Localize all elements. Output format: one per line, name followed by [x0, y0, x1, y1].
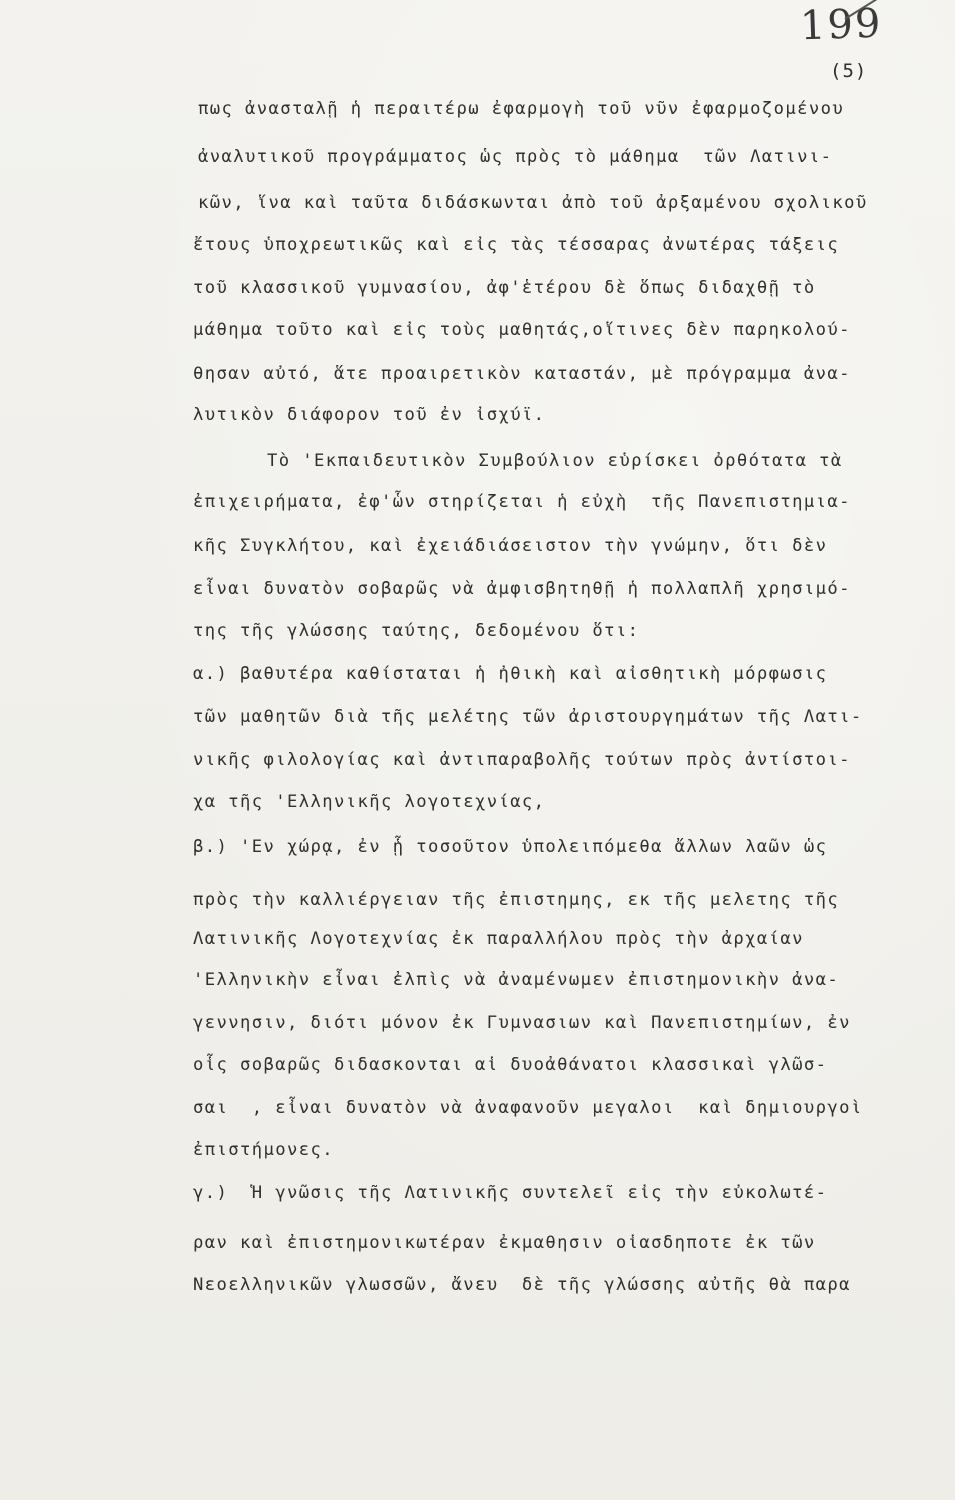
text-line: τῶν μαθητῶν διὰ τῆς μελέτης τῶν ἀριστουργημάτων τῆς Λατι- — [193, 707, 863, 727]
list-item-c: γ.) Ἡ γνῶσις τῆς Λατινικῆς συντελεῖ εἰς τὴν εὐκολωτέ- — [193, 1183, 828, 1203]
text-line: χα τῆς 'Ελληνικῆς λογοτεχνίας, — [193, 792, 546, 812]
archive-number: 199 — [799, 0, 884, 50]
text-line: θησαν αὐτό, ἅτε προαιρετικὸν καταστάν, μὲ πρόγραμμα ἀνα- — [193, 364, 851, 384]
text-line: πως ἀνασταλῇ ἡ περαιτέρω ἐφαρμογὴ τοῦ νῦν ἐφαρμοζομένου — [198, 99, 845, 119]
paragraph-start-line: Τὸ 'Εκπαιδευτικὸν Συμβούλιον εὑρίσκει ὀρθότατα τὰ — [267, 451, 843, 471]
text-line: οἷς σοβαρῶς διδασκονται αἱ δυοἀθάνατοι κλασσικαὶ γλῶσ- — [193, 1055, 828, 1075]
text-line: μάθημα τοῦτο καὶ εἰς τοὺς μαθητάς,οἵτινες δὲν παρηκολού- — [193, 320, 851, 340]
text-line: λυτικὸν διάφορον τοῦ ἐν ἰσχύϊ. — [193, 405, 546, 425]
page-number: (5) — [830, 60, 868, 82]
list-item-b: β.) 'Εν χώρᾳ, ἐν ᾗ τοσοῦτον ὑπολειπόμεθα ἄλλων λαῶν ὡς — [193, 837, 828, 857]
text-line: ἐπιχειρήματα, ἐφ'ὧν στηρίζεται ἡ εὐχὴ τῆς Πανεπιστημια- — [193, 492, 851, 512]
list-item-a: α.) βαθυτέρα καθίσταται ἡ ἠθικὴ καὶ αἰσθητικὴ μόρφωσις — [193, 664, 828, 684]
text-line: εἶναι δυνατὸν σοβαρῶς νὰ ἀμφισβητηθῇ ἡ πολλαπλῆ χρησιμό- — [193, 579, 851, 599]
text-line: Νεοελληνικῶν γλωσσῶν, ἄνευ δὲ τῆς γλώσσης αὐτῆς θὰ παρα — [193, 1275, 851, 1295]
text-line: πρὸς τὴν καλλιέργειαν τῆς ἐπιστημης, εκ τῆς μελετης τῆς — [193, 890, 840, 910]
text-line: κῶν, ἵνα καὶ ταῦτα διδάσκωνται ἀπὸ τοῦ ἀρξαμένου σχολικοῦ — [198, 193, 868, 213]
text-line: της τῆς γλώσσης ταύτης, δεδομένου ὅτι: — [193, 621, 640, 641]
text-line: Λατινικῆς Λογοτεχνίας ἐκ παραλλήλου πρὸς τὴν ἀρχαίαν — [193, 929, 804, 949]
text-line: ἐπιστήμονες. — [193, 1140, 334, 1160]
text-line: ἔτους ὑποχρεωτικῶς καὶ εἰς τὰς τέσσαρας ἀνωτέρας τάξεις — [193, 235, 840, 255]
text-line: 'Ελληνικὴν εἶναι ἐλπὶς νὰ ἀναμένωμεν ἐπιστημονικὴν ἀνα- — [193, 970, 840, 990]
text-line: γεννησιν, διότι μόνον ἐκ Γυμνασιων καὶ Πανεπιστημίων, ἐν — [193, 1013, 851, 1033]
text-line: σαι , εἶναι δυνατὸν νὰ ἀναφανοῦν μεγαλοι καὶ δημιουργοὶ — [193, 1098, 863, 1118]
text-line: ραν καὶ ἐπιστημονικωτέραν ἐκμαθησιν οἱασδηποτε ἐκ τῶν — [193, 1233, 816, 1253]
text-line: νικῆς φιλολογίας καὶ ἀντιπαραβολῆς τούτων πρὸς ἀντίστοι- — [193, 750, 851, 770]
text-line: ἀναλυτικοῦ προγράμματος ὡς πρὸς τὸ μάθημα τῶν Λατινι- — [198, 147, 833, 167]
text-line: τοῦ κλασσικοῦ γυμνασίου, ἀφ'ἑτέρου δὲ ὅπως διδαχθῇ τὸ — [193, 278, 816, 298]
text-line: κῆς Συγκλήτου, καὶ ἐχειάδιάσειστον τὴν γνώμην, ὅτι δὲν — [193, 536, 828, 556]
